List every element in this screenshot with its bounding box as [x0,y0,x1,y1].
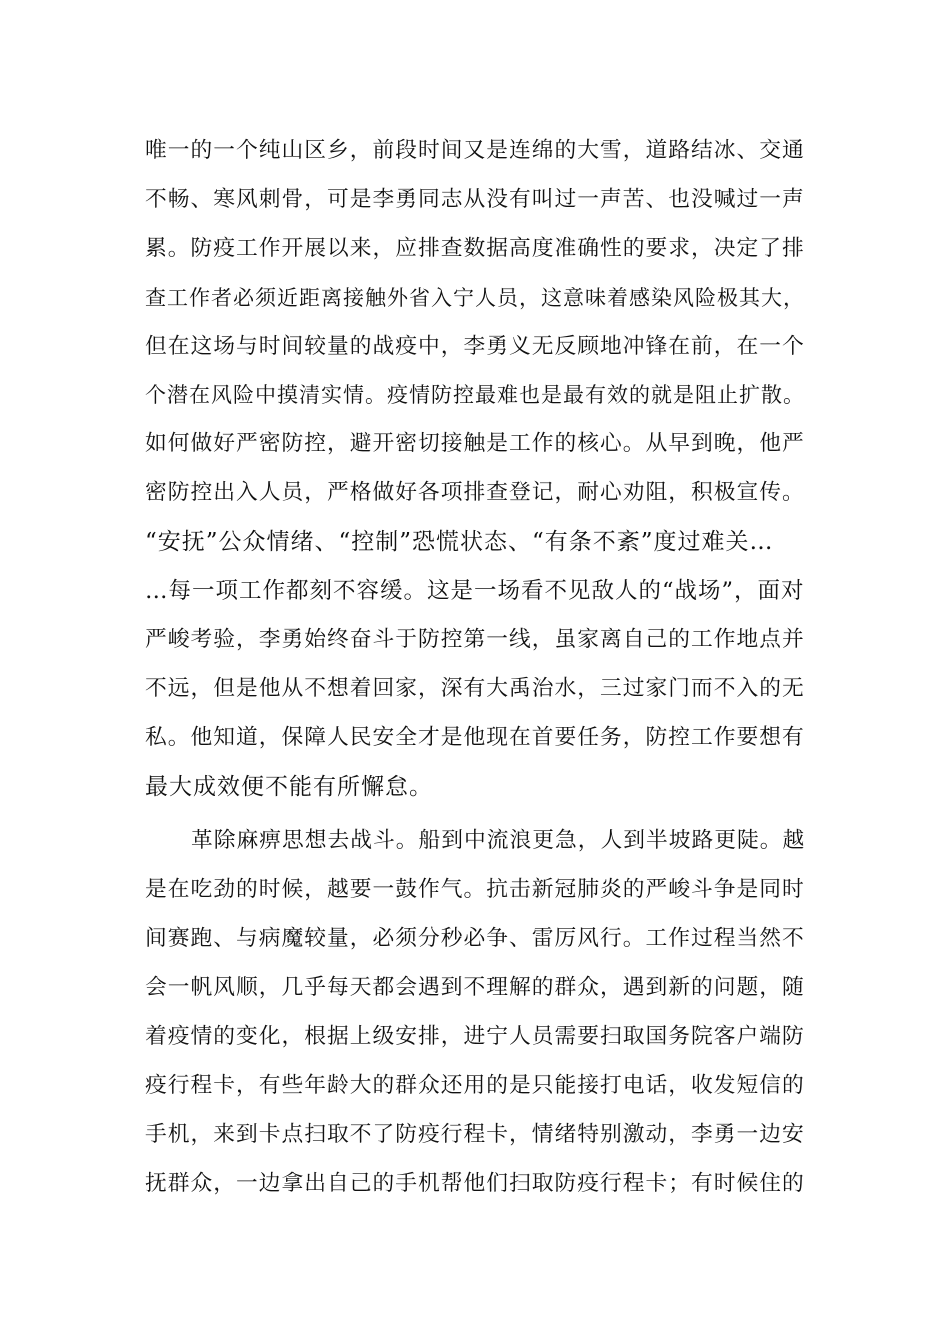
text-line: “安抚”公众情绪、“控制”恐慌状态、“有条不紊”度过难关… [145,529,774,556]
text-line: …每一项工作都刻不容缓。这是一场看不见敌人的“战场”，面对 [145,578,805,605]
text-line: 唯一的一个纯山区乡，前段时间又是连绵的大雪，道路结冰、交通 [145,138,805,163]
text-line: 会一帆风顺，几乎每天都会遇到不理解的群众，遇到新的问题，随 [145,975,805,1001]
text-line: 私。他知道，保障人民安全才是他现在首要任务，防控工作要想有 [145,724,805,750]
text-line: 是在吃劲的时候，越要一鼓作气。抗击新冠肺炎的严峻斗争是同时 [145,877,805,903]
text-line-indented: 革除麻痹思想去战斗。船到中流浪更急，人到半坡路更陡。越 [191,828,806,854]
text-line: 手机，来到卡点扫取不了防疫行程卡，情绪特别激动，李勇一边安 [145,1121,805,1147]
text-line: 抚群众，一边拿出自己的手机帮他们扫取防疫行程卡；有时候住的 [145,1170,805,1196]
text-line: 密防控出入人员，严格做好各项排查登记，耐心劝阻，积极宣传。 [145,480,805,506]
text-line: 不远，但是他从不想着回家，深有大禹治水，三过家门而不入的无 [145,675,805,701]
text-line: 但在这场与时间较量的战疫中，李勇义无反顾地冲锋在前，在一个 [145,333,805,359]
text-line: 最大成效便不能有所懈怠。 [145,773,433,800]
text-line: 着疫情的变化，根据上级安排，进宁人员需要扫取国务院客户端防 [145,1024,805,1050]
text-line: 查工作者必须近距离接触外省入宁人员，这意味着感染风险极其大， [145,285,805,310]
text-line: 如何做好严密防控，避开密切接触是工作的核心。从早到晚，他严 [145,431,805,457]
paragraph-2 [145,817,807,1208]
text-line: 累。防疫工作开展以来，应排查数据高度准确性的要求，决定了排 [145,235,805,261]
document-body [145,127,807,1209]
text-line: 个潜在风险中摸清实情。疫情防控最难也是最有效的就是阻止扩散。 [145,383,805,408]
text-line: 疫行程卡，有些年龄大的群众还用的是只能接打电话，收发短信的 [145,1072,805,1098]
paragraph-1 [145,127,807,811]
text-line: 严峻考验，李勇始终奋斗于防控第一线，虽家离自己的工作地点并 [145,626,805,652]
text-line: 不畅、寒风刺骨，可是李勇同志从没有叫过一声苦、也没喊过一声 [145,186,805,212]
text-line: 间赛跑、与病魔较量，必须分秒必争、雷厉风行。工作过程当然不 [145,926,805,952]
